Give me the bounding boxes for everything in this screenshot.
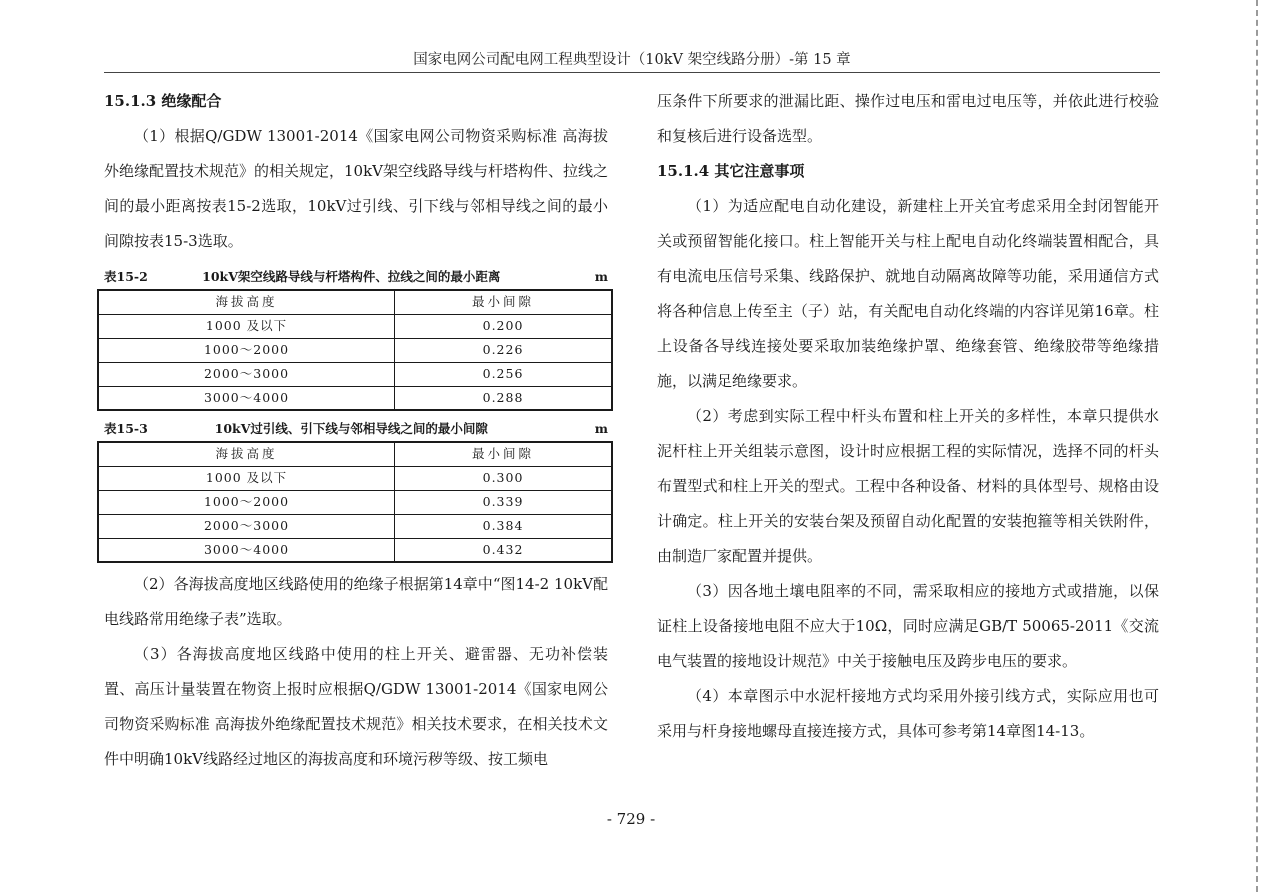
table-row: [98, 338, 612, 362]
right-column: [657, 84, 1159, 749]
table-title: 10kV架空线路导线与杆塔构件、拉线之间的最小距离: [202, 269, 501, 284]
table-cell: 0.300: [395, 466, 612, 490]
table-cell: 1000 及以下: [98, 314, 395, 338]
table-cell: 0.384: [395, 514, 612, 538]
table-caption-15-2: [104, 265, 608, 289]
paragraph-continuation: 压条件下所要求的泄漏比距、操作过电压和雷电过电压等，并依此进行校验和复核后进行设备选型。: [657, 92, 1159, 145]
table-label: 表15-3: [104, 421, 148, 436]
header-rule: [104, 72, 1160, 73]
table-row: [98, 362, 612, 386]
section-heading-15-1-3: 15.1.3 绝缘配合: [104, 92, 222, 110]
running-header: 国家电网公司配电网工程典型设计（10kV 架空线路分册）-第 15 章: [413, 52, 851, 68]
table-cell: 3000～4000: [98, 386, 395, 410]
table-row: [98, 386, 612, 410]
table-row: [98, 514, 612, 538]
paragraph: （3）因各地土壤电阻率的不同，需采取相应的接地方式或措施，以保证柱上设备接地电阻不应大于10Ω，同时应满足GB/T 50065-2011《交流电气装置的接地设计规范》中关于接触电压及跨步电压的要求。: [657, 582, 1159, 670]
table-cell: 0.226: [395, 338, 612, 362]
table-cell: 1000 及以下: [98, 466, 395, 490]
table-15-3: [97, 441, 613, 563]
paragraph: （2）各海拔高度地区线路使用的绝缘子根据第14章中“图14-2 10kV配电线路常用绝缘子表”选取。: [104, 575, 608, 628]
table-row: [98, 490, 612, 514]
column-header: 海拔高度: [98, 290, 395, 314]
table-unit: m: [594, 269, 608, 284]
table-cell: 2000～3000: [98, 514, 395, 538]
table-unit: m: [594, 421, 608, 436]
table-row: [98, 538, 612, 562]
table-row: [98, 466, 612, 490]
table-15-2: [97, 289, 613, 411]
page-number: - 729 -: [606, 810, 656, 828]
table-cell: 3000～4000: [98, 538, 395, 562]
left-column: [104, 84, 608, 777]
table-cell: 2000～3000: [98, 362, 395, 386]
page-edge-dashed-line: [1256, 0, 1262, 892]
table-cell: 0.339: [395, 490, 612, 514]
paragraph: （3）各海拔高度地区线路中使用的柱上开关、避雷器、无功补偿装置、高压计量装置在物资上报时应根据Q/GDW 13001-2014《国家电网公司物资采购标准 高海拔外绝缘配置技术规范》相关技术要求，在相关技术文件中明确10kV线路经过地区的海拔高度和环境污秽等级、按工频电: [104, 645, 608, 768]
table-cell: 0.200: [395, 314, 612, 338]
table-header-row: [98, 290, 612, 314]
section-heading-15-1-4: 15.1.4 其它注意事项: [657, 162, 805, 180]
table-cell: 1000～2000: [98, 490, 395, 514]
table-label: 表15-2: [104, 269, 148, 284]
table-row: [98, 314, 612, 338]
column-header: 最小间隙: [395, 442, 612, 466]
table-cell: 0.256: [395, 362, 612, 386]
paragraph: （4）本章图示中水泥杆接地方式均采用外接引线方式，实际应用也可采用与杆身接地螺母直接连接方式，具体可参考第14章图14-13。: [657, 687, 1159, 740]
table-caption-15-3: [104, 417, 608, 441]
paragraph: （1）根据Q/GDW 13001-2014《国家电网公司物资采购标准 高海拔外绝缘配置技术规范》的相关规定，10kV架空线路导线与杆塔构件、拉线之间的最小距离按表15-2选取，10kV过引线、引下线与邻相导线之间的最小间隙按表15-3选取。: [104, 127, 609, 250]
table-title: 10kV过引线、引下线与邻相导线之间的最小间隙: [214, 421, 488, 436]
table-header-row: [98, 442, 612, 466]
column-header: 海拔高度: [98, 442, 395, 466]
paragraph: （2）考虑到实际工程中杆头布置和柱上开关的多样性，本章只提供水泥杆柱上开关组装示意图，设计时应根据工程的实际情况，选择不同的杆头布置型式和柱上开关的型式。工程中各种设备、材料的具体型号、规格由设计确定。柱上开关的安装台架及预留自动化配置的安装抱箍等相关铁附件，由制造厂家配置并提供。: [657, 407, 1159, 565]
table-cell: 1000～2000: [98, 338, 395, 362]
table-cell: 0.432: [395, 538, 612, 562]
column-header: 最小间隙: [395, 290, 612, 314]
paragraph: （1）为适应配电自动化建设，新建柱上开关宜考虑采用全封闭智能开关或预留智能化接口。柱上智能开关与柱上配电自动化终端装置相配合，具有电流电压信号采集、线路保护、就地自动隔离故障等功能，采用通信方式将各种信息上传至主（子）站，有关配电自动化终端的内容详见第16章。柱上设备各导线连接处要采取加装绝缘护罩、绝缘套管、绝缘胶带等绝缘措施，以满足绝缘要求。: [657, 197, 1159, 390]
table-cell: 0.288: [395, 386, 612, 410]
